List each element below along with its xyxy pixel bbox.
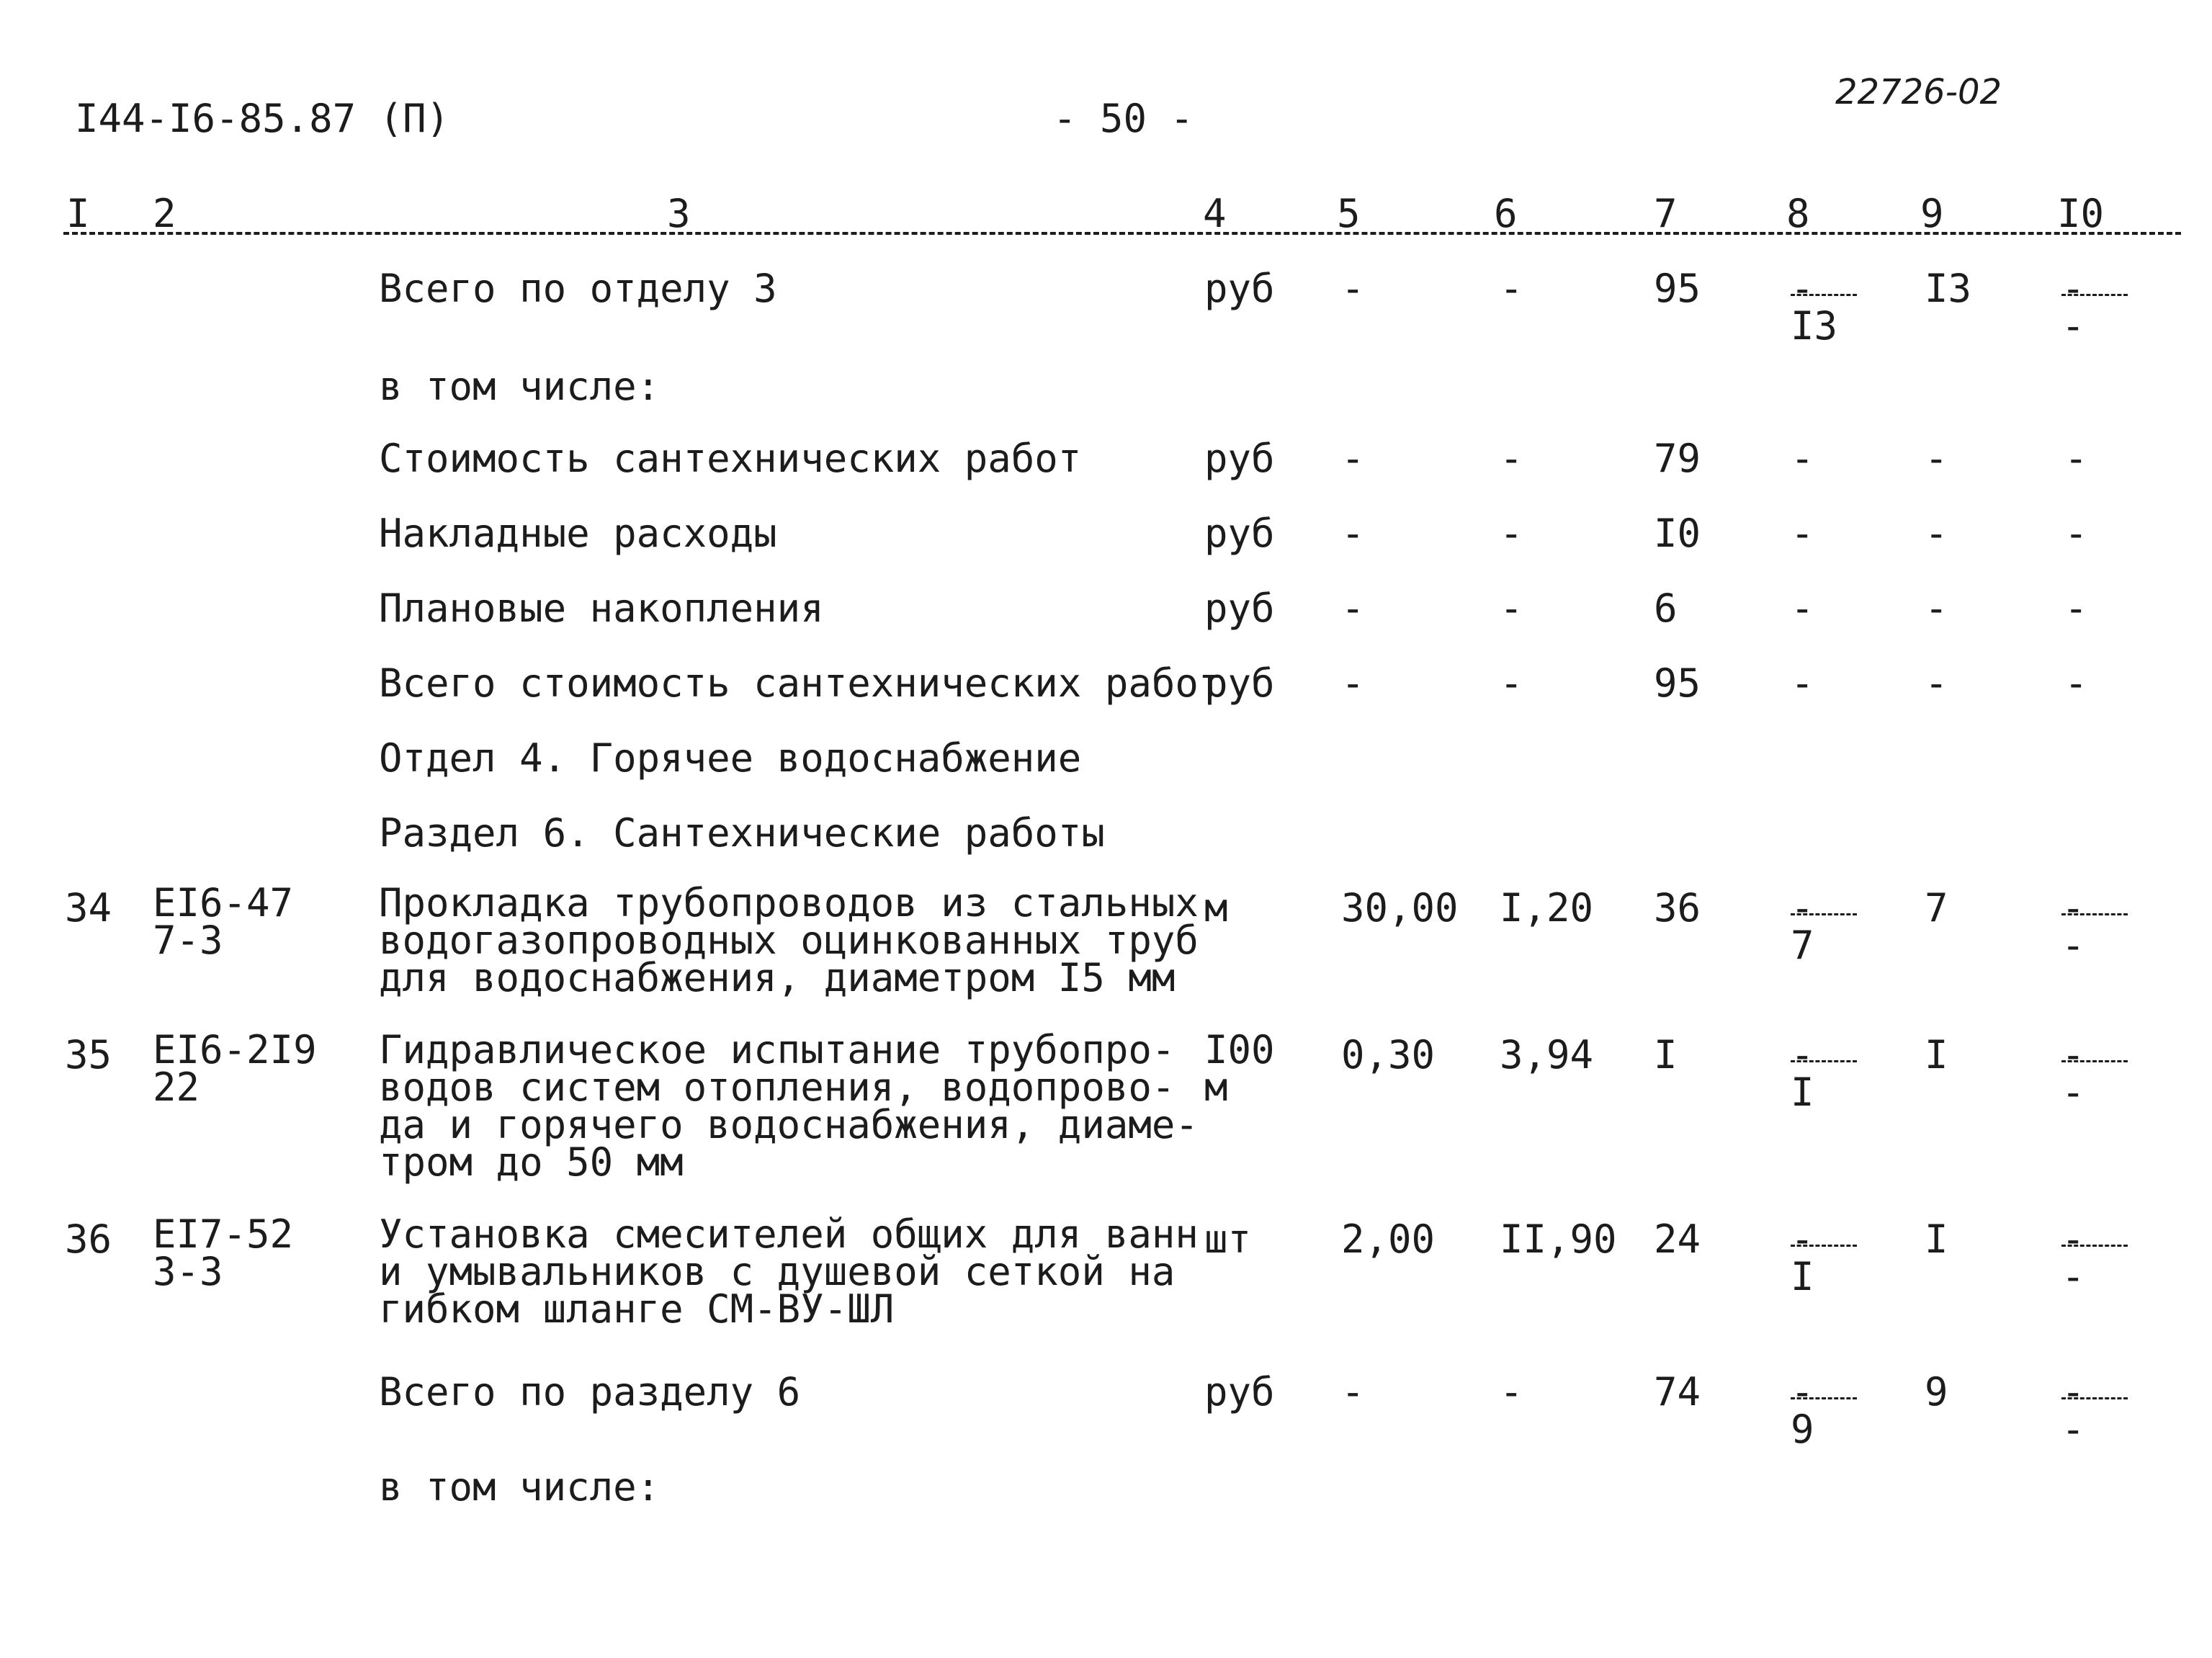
column-number: 3	[667, 191, 691, 236]
cell-col7: 36	[1654, 885, 1701, 931]
fraction-bottom: -	[2061, 1407, 2085, 1452]
row-name: Всего стоимость сантехнических работ	[379, 660, 1222, 706]
norm-code-line: 7-3	[153, 918, 223, 963]
fraction-bottom: 9	[1791, 1407, 1814, 1452]
fraction-bottom: I3	[1791, 303, 1838, 349]
cell-unit: руб	[1204, 1369, 1275, 1415]
cell-col7: 24	[1654, 1216, 1701, 1262]
unit-line: I00	[1204, 1027, 1275, 1072]
cell-unit: шт	[1204, 1216, 1252, 1262]
column-number: 2	[153, 191, 176, 236]
cell-col9: I	[1925, 1032, 1948, 1077]
cell-col10: -	[2064, 511, 2088, 556]
cell-col9: I	[1925, 1216, 1948, 1262]
column-number: I	[66, 191, 90, 236]
cell-col6: 3,94	[1500, 1032, 1594, 1077]
document-code: I44-I6-85.87 (П)	[75, 96, 450, 141]
row-name: Всего по отделу 3	[379, 266, 777, 311]
cell-col10: -	[2064, 660, 2088, 706]
fraction-bar	[2061, 1060, 2128, 1062]
cell-col7: 79	[1654, 436, 1701, 481]
norm-code	[153, 1211, 294, 1294]
fraction-bar	[2061, 294, 2128, 296]
row-name: в том числе:	[379, 1464, 661, 1510]
item-number: 35	[65, 1032, 112, 1077]
description-line: Прокладка трубопроводов из стальных	[379, 880, 1199, 926]
row-name: Плановые накопления	[379, 586, 824, 631]
description-line: Гидравлическое испытание трубопро-	[379, 1027, 1176, 1072]
cell-col7: 74	[1654, 1369, 1701, 1415]
column-number: 4	[1203, 191, 1227, 236]
cell-col5: -	[1341, 436, 1365, 481]
cell-col5: 30,00	[1341, 885, 1459, 931]
description-line: для водоснабжения, диаметром I5 мм	[379, 955, 1176, 1000]
fraction-bar	[2061, 1397, 2128, 1399]
item-description	[379, 1211, 1199, 1332]
department-heading: Отдел 4. Горячее водоснабжение	[379, 735, 1082, 781]
cell-col5: -	[1341, 586, 1365, 631]
norm-code-line: 3-3	[153, 1249, 223, 1294]
cell-col9: -	[1925, 436, 1948, 481]
cell-col8: -	[1791, 436, 1814, 481]
cell-col9: -	[1925, 660, 1948, 706]
row-name: Накладные расходы	[379, 511, 777, 556]
fraction-bottom: -	[2061, 303, 2085, 349]
fraction-top: -	[2061, 1032, 2085, 1077]
fraction-bottom: -	[2061, 1254, 2085, 1299]
column-number: 7	[1654, 191, 1678, 236]
fraction-bar	[1791, 1397, 1857, 1399]
norm-code-line: EI6-2I9	[153, 1027, 317, 1072]
cell-col5: -	[1341, 511, 1365, 556]
description-line: да и горячего водоснабжения, диаме-	[379, 1102, 1199, 1147]
cell-col7: 6	[1654, 586, 1678, 631]
fraction-bar	[2061, 913, 2128, 915]
cell-col9: 7	[1925, 885, 1948, 931]
fraction-top: -	[1791, 885, 1814, 931]
cell-col10: -	[2064, 436, 2088, 481]
section-heading: Раздел 6. Сантехнические работы	[379, 810, 1105, 856]
description-line: гибком шланге СМ-ВУ-ШЛ	[379, 1286, 895, 1332]
cell-col7: I0	[1654, 511, 1701, 556]
cell-unit	[1204, 1027, 1275, 1110]
norm-code-line: EI6-47	[153, 880, 294, 926]
cell-col5: -	[1341, 660, 1365, 706]
fraction-bar	[1791, 1060, 1857, 1062]
fraction-top: -	[1791, 1369, 1814, 1415]
cell-unit: руб	[1204, 436, 1275, 481]
column-number: 6	[1494, 191, 1518, 236]
cell-col7: 95	[1654, 660, 1701, 706]
cell-col7: 95	[1654, 266, 1701, 311]
cell-col10: -	[2064, 586, 2088, 631]
column-number: 5	[1337, 191, 1361, 236]
norm-code-line: 22	[153, 1065, 200, 1110]
cell-col9: I3	[1925, 266, 1972, 311]
cell-unit: руб	[1204, 660, 1275, 706]
cell-unit: м	[1204, 885, 1228, 931]
fraction-bottom: -	[2061, 923, 2085, 968]
item-description	[379, 880, 1199, 1000]
cell-col6: -	[1500, 586, 1523, 631]
fraction-bar	[1791, 1245, 1857, 1247]
norm-code	[153, 1027, 317, 1110]
cell-col6: I,20	[1500, 885, 1594, 931]
cell-col5: -	[1341, 1369, 1365, 1415]
item-number: 34	[65, 885, 112, 931]
fraction-top: -	[2061, 885, 2085, 931]
row-name: Всего по разделу 6	[379, 1369, 801, 1415]
archive-stamp: 22726-02	[1835, 72, 2002, 112]
item-description	[379, 1027, 1199, 1185]
cell-col9: -	[1925, 511, 1948, 556]
fraction-bottom: I	[1791, 1070, 1814, 1115]
fraction-top: -	[2061, 1369, 2085, 1415]
fraction-bar	[2061, 1245, 2128, 1247]
description-line: тром до 50 мм	[379, 1139, 684, 1185]
cell-col7: I	[1654, 1032, 1678, 1077]
page-number: - 50 -	[1053, 96, 1194, 141]
cell-col6: -	[1500, 660, 1523, 706]
fraction-bottom: -	[2061, 1070, 2085, 1115]
cell-col6: -	[1500, 511, 1523, 556]
row-name: в том числе:	[379, 364, 661, 409]
description-line: Установка смесителей общих для ванн	[379, 1211, 1199, 1257]
norm-code	[153, 880, 294, 963]
cell-col6: II,90	[1500, 1216, 1617, 1262]
cell-col8: -	[1791, 511, 1814, 556]
cell-col9: 9	[1925, 1369, 1948, 1415]
fraction-top: -	[1791, 1032, 1814, 1077]
cell-col5: 0,30	[1341, 1032, 1436, 1077]
unit-line: м	[1204, 1065, 1228, 1110]
cell-col8: -	[1791, 586, 1814, 631]
header-rule	[63, 232, 2181, 235]
cell-col5: 2,00	[1341, 1216, 1436, 1262]
cell-unit: руб	[1204, 586, 1275, 631]
cell-col5: -	[1341, 266, 1365, 311]
fraction-bottom: I	[1791, 1254, 1814, 1299]
fraction-bar	[1791, 294, 1857, 296]
cell-col6: -	[1500, 266, 1523, 311]
description-line: и умывальников с душевой сеткой на	[379, 1249, 1176, 1294]
cell-col8: -	[1791, 660, 1814, 706]
fraction-top: -	[2061, 266, 2085, 311]
fraction-top: -	[1791, 266, 1814, 311]
description-line: водов систем отопления, водопрово-	[379, 1065, 1176, 1110]
cell-col9: -	[1925, 586, 1948, 631]
norm-code-line: EI7-52	[153, 1211, 294, 1257]
fraction-bottom: 7	[1791, 923, 1814, 968]
fraction-top: -	[1791, 1216, 1814, 1262]
cell-unit: руб	[1204, 511, 1275, 556]
cell-col6: -	[1500, 1369, 1523, 1415]
description-line: водогазопроводных оцинкованных труб	[379, 918, 1199, 963]
column-number: I0	[2057, 191, 2105, 236]
cell-col6: -	[1500, 436, 1523, 481]
row-name: Стоимость сантехнических работ	[379, 436, 1082, 481]
fraction-bar	[1791, 913, 1857, 915]
column-number: 8	[1786, 191, 1810, 236]
fraction-top: -	[2061, 1216, 2085, 1262]
item-number: 36	[65, 1216, 112, 1262]
cell-unit: руб	[1204, 266, 1275, 311]
column-number: 9	[1920, 191, 1944, 236]
